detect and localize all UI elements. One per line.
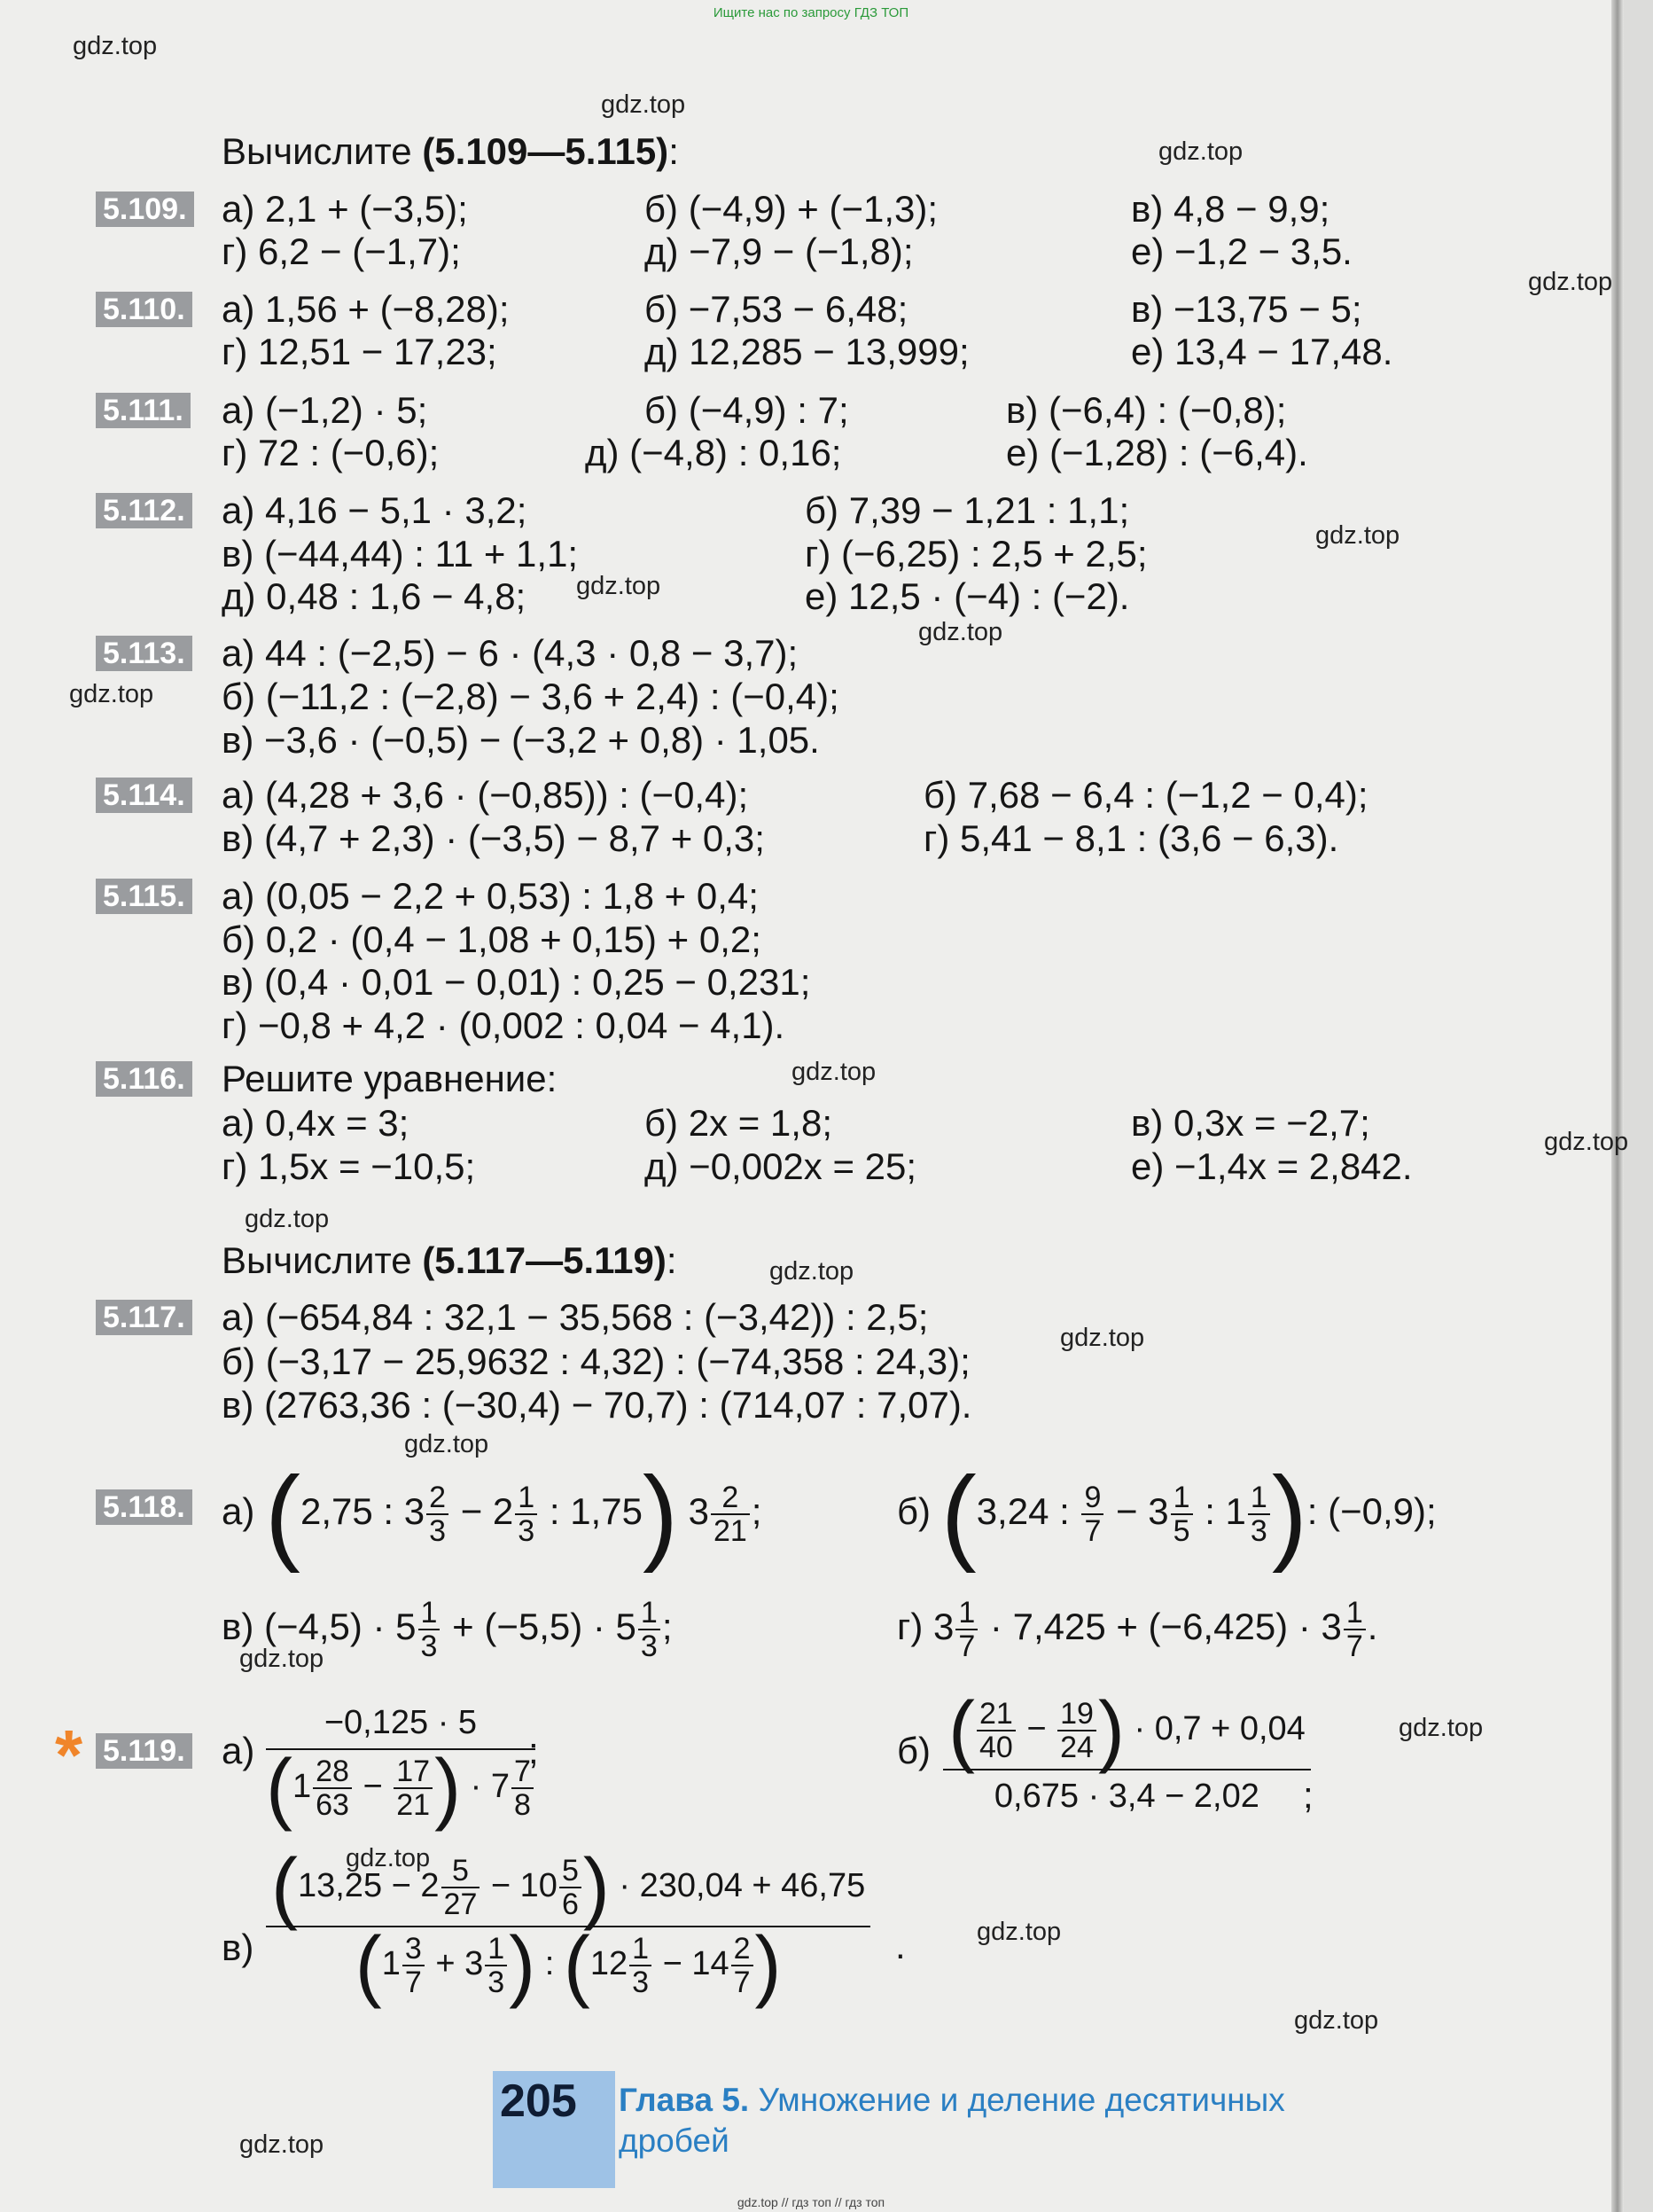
problem-item: б) 0,2 · (0,4 − 1,08 + 0,15) + 0,2; bbox=[222, 918, 761, 960]
problem-item: в) −3,6 · (−0,5) − (−3,2 + 0,8) · 1,05. bbox=[222, 719, 820, 761]
problem-label: в) bbox=[222, 1927, 254, 1968]
problem-item: г) 72 : (−0,6); bbox=[222, 432, 440, 473]
problem-number: 5.111. bbox=[96, 393, 191, 428]
problem-label: б) bbox=[897, 1730, 932, 1771]
watermark: gdz.top bbox=[1399, 1714, 1484, 1742]
problem-item: б) (−3,17 − 25,9632 : 4,32) : (−74,358 : 24,3); bbox=[222, 1340, 971, 1382]
problem-item: б) 7,68 − 6,4 : (−1,2 − 0,4); bbox=[924, 774, 1368, 816]
problem-item: а) 4,16 − 5,1 · 3,2; bbox=[222, 489, 527, 531]
problem-number: 5.119. bbox=[96, 1733, 192, 1769]
problem-item: б) (−4,9) : 7; bbox=[644, 389, 849, 431]
problem-number: 5.112. bbox=[96, 493, 192, 528]
problem-item: б) (−4,9) + (−1,3); bbox=[644, 188, 939, 230]
watermark: gdz.top bbox=[346, 1844, 431, 1872]
top-note: Ищите нас по запросу ГДЗ ТОП bbox=[713, 5, 909, 20]
problem-item: б) (−11,2 : (−2,8) − 3,6 + 2,4) : (−0,4); bbox=[222, 676, 839, 717]
fraction-expression: ( $\frac{21}{40}$ − $\frac{19}{24}$ ) · 0,7 + 0,04 0,675 · 3,4 − 2,02 bbox=[943, 1698, 1311, 1817]
watermark: gdz.top bbox=[576, 572, 661, 600]
problem-item: а) 44 : (−2,5) − 6 · (4,3 · 0,8 − 3,7); bbox=[222, 632, 799, 674]
punctuation: . bbox=[895, 1925, 906, 1966]
problem-item: в) 4,8 − 9,9; bbox=[1131, 188, 1330, 230]
watermark: gdz.top bbox=[1158, 137, 1244, 166]
section-heading: Вычислите (5.109—5.115): bbox=[222, 130, 679, 172]
watermark: gdz.top bbox=[1528, 268, 1613, 296]
problem-label: а) bbox=[222, 1730, 255, 1771]
problem-item: б) 7,39 − 1,21 : 1,1; bbox=[805, 489, 1130, 531]
problem-item: в) 0,3x = −2,7; bbox=[1131, 1102, 1370, 1144]
watermark: gdz.top bbox=[1315, 521, 1400, 550]
problem-item: б) 2x = 1,8; bbox=[644, 1102, 832, 1144]
problem-number: 5.109. bbox=[96, 191, 194, 227]
problem-number: 5.117. bbox=[96, 1300, 192, 1335]
problem-item: д) −7,9 − (−1,8); bbox=[644, 231, 914, 272]
watermark: gdz.top bbox=[239, 1645, 324, 1673]
fraction-expression: (13,25 − 2 $\frac{5}{27}$ − 10 $\frac{5}{6}$ ) · 230,04 + 46,75 (1 $\frac{3}{7}$ + 3 $\frac{1}{3}$ ) : (12 $\frac{1}{3}$ − 14 $\frac{2}{7}$ ) bbox=[266, 1855, 870, 1998]
problem-item: а) (4,28 + 3,6 · (−0,85)) : (−0,4); bbox=[222, 774, 749, 816]
problem-item: а) (2,75 : 3 $\frac{2}{3}$ − 2 $\frac{1}{3}$ : 1,75) 3 $\frac{2}{21}$ ; bbox=[222, 1454, 762, 1574]
problem-item: д) 0,48 : 1,6 − 4,8; bbox=[222, 575, 526, 617]
problem-item: е) (−1,28) : (−6,4). bbox=[1006, 432, 1308, 473]
problem-item: г) 1,5x = −10,5; bbox=[222, 1145, 476, 1187]
problem-item: е) −1,4x = 2,842. bbox=[1131, 1145, 1413, 1187]
problem-item: в) (−6,4) : (−0,8); bbox=[1006, 389, 1287, 431]
problem-item: д) −0,002x = 25; bbox=[644, 1145, 917, 1187]
problem-item: г) 12,51 − 17,23; bbox=[222, 331, 497, 372]
watermark: gdz.top bbox=[769, 1257, 854, 1286]
problem-number: 5.118. bbox=[96, 1489, 192, 1525]
punctuation: ; bbox=[528, 1730, 539, 1771]
page-edge-shadow bbox=[1611, 0, 1624, 2212]
watermark: gdz.top bbox=[69, 680, 154, 708]
star-icon: * bbox=[55, 1716, 83, 1794]
fraction-expression: −0,125 · 5 (1 $\frac{28}{63}$ − $\frac{17}{21}$ ) · 7 $\frac{7}{8}$ bbox=[266, 1702, 535, 1821]
watermark: gdz.top bbox=[1060, 1324, 1145, 1352]
problem-item: б) (3,24 : $\frac{9}{7}$ − 3 $\frac{1}{5}$ : 1 $\frac{1}{3}$ ): (−0,9); bbox=[897, 1454, 1437, 1574]
problem-number: 5.113. bbox=[96, 636, 192, 671]
bottom-note: gdz.top // гдз топ // гдз топ bbox=[737, 2195, 885, 2209]
problem-item: д) (−4,8) : 0,16; bbox=[585, 432, 842, 473]
problem-item: г) 3 $\frac{1}{7}$ · 7,425 + (−6,425) · 3 $\frac{1}{7}$ . bbox=[897, 1595, 1378, 1663]
problem-item: д) 12,285 − 13,999; bbox=[644, 331, 970, 372]
watermark: gdz.top bbox=[239, 2130, 324, 2159]
problem-number: 5.115. bbox=[96, 879, 192, 914]
problem-item: а) 1,56 + (−8,28); bbox=[222, 288, 510, 330]
chapter-title: Глава 5. Умножение и деление десятичных дробей bbox=[619, 2082, 1285, 2159]
watermark: gdz.top bbox=[791, 1058, 877, 1086]
problem-item: а) 0,4x = 3; bbox=[222, 1102, 409, 1144]
problem-item: а) 2,1 + (−3,5); bbox=[222, 188, 468, 230]
problem-item: г) 5,41 − 8,1 : (3,6 − 6,3). bbox=[924, 817, 1339, 859]
watermark: gdz.top bbox=[73, 32, 158, 60]
problem-item: в) (2763,36 : (−30,4) − 70,7) : (714,07 : 7,07). bbox=[222, 1384, 972, 1426]
problem-number: 5.114. bbox=[96, 778, 192, 813]
problem-item: г) 6,2 − (−1,7); bbox=[222, 231, 461, 272]
watermark: gdz.top bbox=[918, 618, 1003, 646]
problem-item: в) (4,7 + 2,3) · (−3,5) − 8,7 + 0,3; bbox=[222, 817, 765, 859]
punctuation: ; bbox=[1303, 1774, 1314, 1816]
problem-item: а) (0,05 − 2,2 + 0,53) : 1,8 + 0,4; bbox=[222, 875, 759, 917]
problem-item: в) (0,4 · 0,01 − 0,01) : 0,25 − 0,231; bbox=[222, 961, 811, 1003]
problem-item: в) (−44,44) : 11 + 1,1; bbox=[222, 533, 579, 574]
problem-item: а) (−654,84 : 32,1 − 35,568 : (−3,42)) : 2,5; bbox=[222, 1296, 929, 1338]
problem-item: б) −7,53 − 6,48; bbox=[644, 288, 908, 330]
problem-item: е) 12,5 · (−4) : (−2). bbox=[805, 575, 1130, 617]
watermark: gdz.top bbox=[404, 1430, 489, 1458]
problem-item: а) (−1,2) · 5; bbox=[222, 389, 428, 431]
problem-item: е) −1,2 − 3,5. bbox=[1131, 231, 1353, 272]
problem-item: в) (−4,5) · 5 $\frac{1}{3}$ + (−5,5) · 5 $\frac{1}{3}$ ; bbox=[222, 1595, 673, 1663]
section-heading: Вычислите (5.117—5.119): bbox=[222, 1239, 677, 1281]
watermark: gdz.top bbox=[245, 1205, 330, 1233]
problem-item: г) (−6,25) : 2,5 + 2,5; bbox=[805, 533, 1148, 574]
problem-item: в) −13,75 − 5; bbox=[1131, 288, 1362, 330]
problem-item: е) 13,4 − 17,48. bbox=[1131, 331, 1393, 372]
watermark: gdz.top bbox=[601, 90, 686, 119]
problem-title: Решите уравнение: bbox=[222, 1058, 557, 1099]
watermark: gdz.top bbox=[1544, 1128, 1629, 1156]
watermark: gdz.top bbox=[977, 1918, 1062, 1946]
problem-number: 5.116. bbox=[96, 1061, 192, 1097]
watermark: gdz.top bbox=[1294, 2006, 1379, 2035]
page-number: 205 bbox=[500, 2075, 577, 2127]
problem-number: 5.110. bbox=[96, 292, 192, 327]
problem-item: г) −0,8 + 4,2 · (0,002 : 0,04 − 4,1). bbox=[222, 1004, 785, 1046]
